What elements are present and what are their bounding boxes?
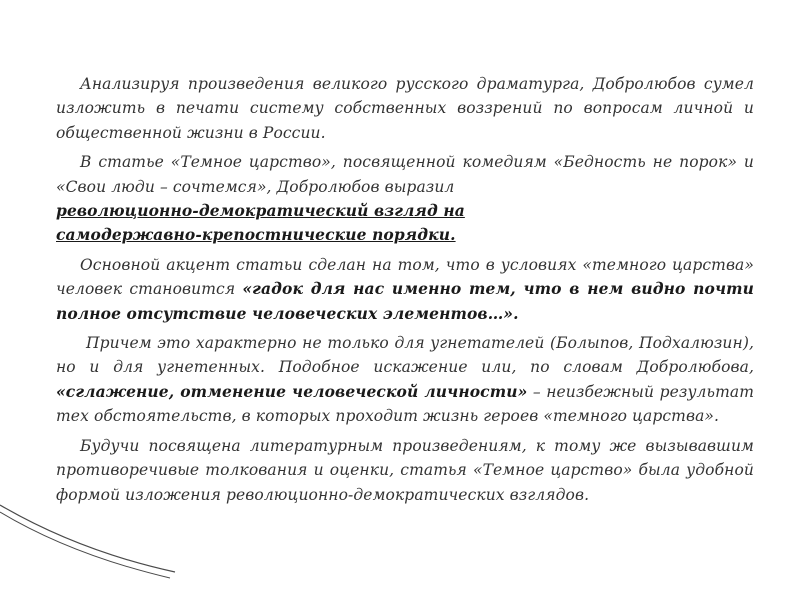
paragraph-4-text-2: – неизбежный результат тех обстоятельств, в которых проходит жизнь героев «темного царства». xyxy=(56,382,754,426)
paragraph-3-quote: «гадок для нас именно тем, что в нем видно почти полное отсутствие человеческих элементов…». xyxy=(56,279,754,323)
paragraph-4 xyxy=(56,331,754,429)
paragraph-3-text: Основной акцент статьи сделан на том, что в условиях «темного царства» человек становится xyxy=(56,255,754,299)
paragraph-4-text-1: Причем это характерно не только для угнетателей (Болыпов, Подхалюзин), но и для угнетенных. Подобное искажение или, по словам Добролюбова, xyxy=(56,334,754,377)
text-body xyxy=(56,72,754,512)
paragraph-1 xyxy=(56,72,754,145)
paragraph-3 xyxy=(56,253,754,326)
paragraph-1-text: Анализируя произведения великого русского драматурга, Добролюбов сумел изложить в печати систему собственных воззрений по вопросам личной и общественной жизни в России. xyxy=(56,75,754,142)
paragraph-5 xyxy=(56,434,754,507)
paragraph-2 xyxy=(56,150,754,248)
paragraph-2-text: В статье «Темное царство», посвященной комедиям «Бедность не порок» и «Свои люди – сочтемся», Добролюбов выразил xyxy=(56,153,754,196)
paragraph-5-text: Будучи посвящена литературным произведениям, к тому же вызывавшим противоречивые толкования и оценки, статья «Темное царство» была удобной формой изложения революционно-демократических взглядов. xyxy=(56,436,754,504)
paragraph-4-quote: «сглажение, отменение человеческой личности» xyxy=(56,381,528,401)
paragraph-2-emphasis-1: революционно-демократический взгляд на xyxy=(56,201,465,221)
paragraph-2-emphasis-2: самодержавно-крепостнические порядки. xyxy=(56,225,456,245)
